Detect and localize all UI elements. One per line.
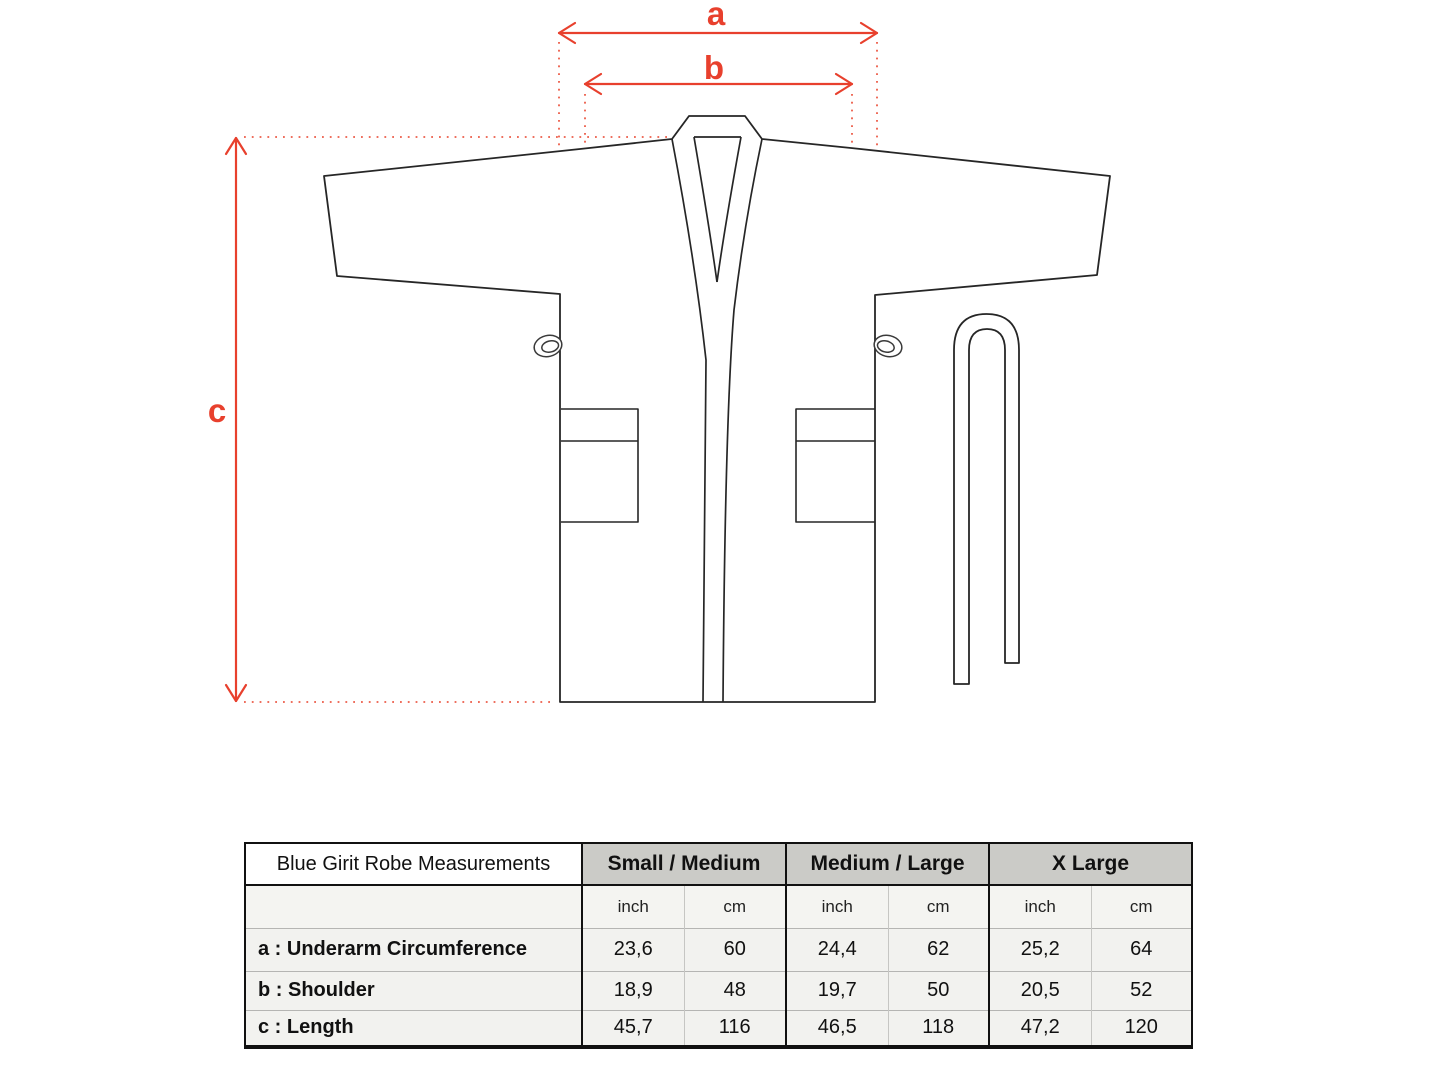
unit-header: inch [582,885,684,928]
table-units-row [245,885,1192,928]
size-header-x-large: X Large [989,843,1192,885]
dimension-arrow-c [226,138,246,701]
robe-outline [324,116,1110,702]
row-label: a : Underarm Circumference [245,928,582,971]
value-cell: 120 [1091,1010,1192,1047]
value-cell: 24,4 [786,928,888,971]
value-cell: 47,2 [989,1010,1091,1047]
row-label: b : Shoulder [245,971,582,1010]
right-drawstring-loop [872,332,904,359]
value-cell: 45,7 [582,1010,684,1047]
value-cell: 64 [1091,928,1192,971]
dimension-label-a: a [706,0,726,32]
measurements-table [244,842,1193,1049]
unit-header: cm [888,885,989,928]
dimension-label-c: c [207,392,227,429]
value-cell: 52 [1091,971,1192,1010]
table-row-underarm [245,928,1192,971]
value-cell: 118 [888,1010,989,1047]
value-cell: 46,5 [786,1010,888,1047]
unit-header: cm [1091,885,1192,928]
size-header-small-medium: Small / Medium [582,843,786,885]
table-title: Blue Girit Robe Measurements [245,843,582,885]
table-row-length [245,1010,1192,1047]
unit-header: inch [786,885,888,928]
value-cell: 48 [684,971,786,1010]
dimension-label-b: b [703,49,725,86]
value-cell: 20,5 [989,971,1091,1010]
unit-header: inch [989,885,1091,928]
value-cell: 116 [684,1010,786,1047]
value-cell: 23,6 [582,928,684,971]
size-header-medium-large: Medium / Large [786,843,989,885]
value-cell: 60 [684,928,786,971]
units-row-empty-cell [245,885,582,928]
value-cell: 50 [888,971,989,1010]
robe-silhouette [324,116,1110,702]
table-header-row [245,843,1192,885]
value-cell: 25,2 [989,928,1091,971]
value-cell: 19,7 [786,971,888,1010]
table-row-shoulder [245,971,1192,1010]
unit-header: cm [684,885,786,928]
value-cell: 18,9 [582,971,684,1010]
value-cell: 62 [888,928,989,971]
belt-tie [954,314,1019,684]
row-label: c : Length [245,1010,582,1047]
